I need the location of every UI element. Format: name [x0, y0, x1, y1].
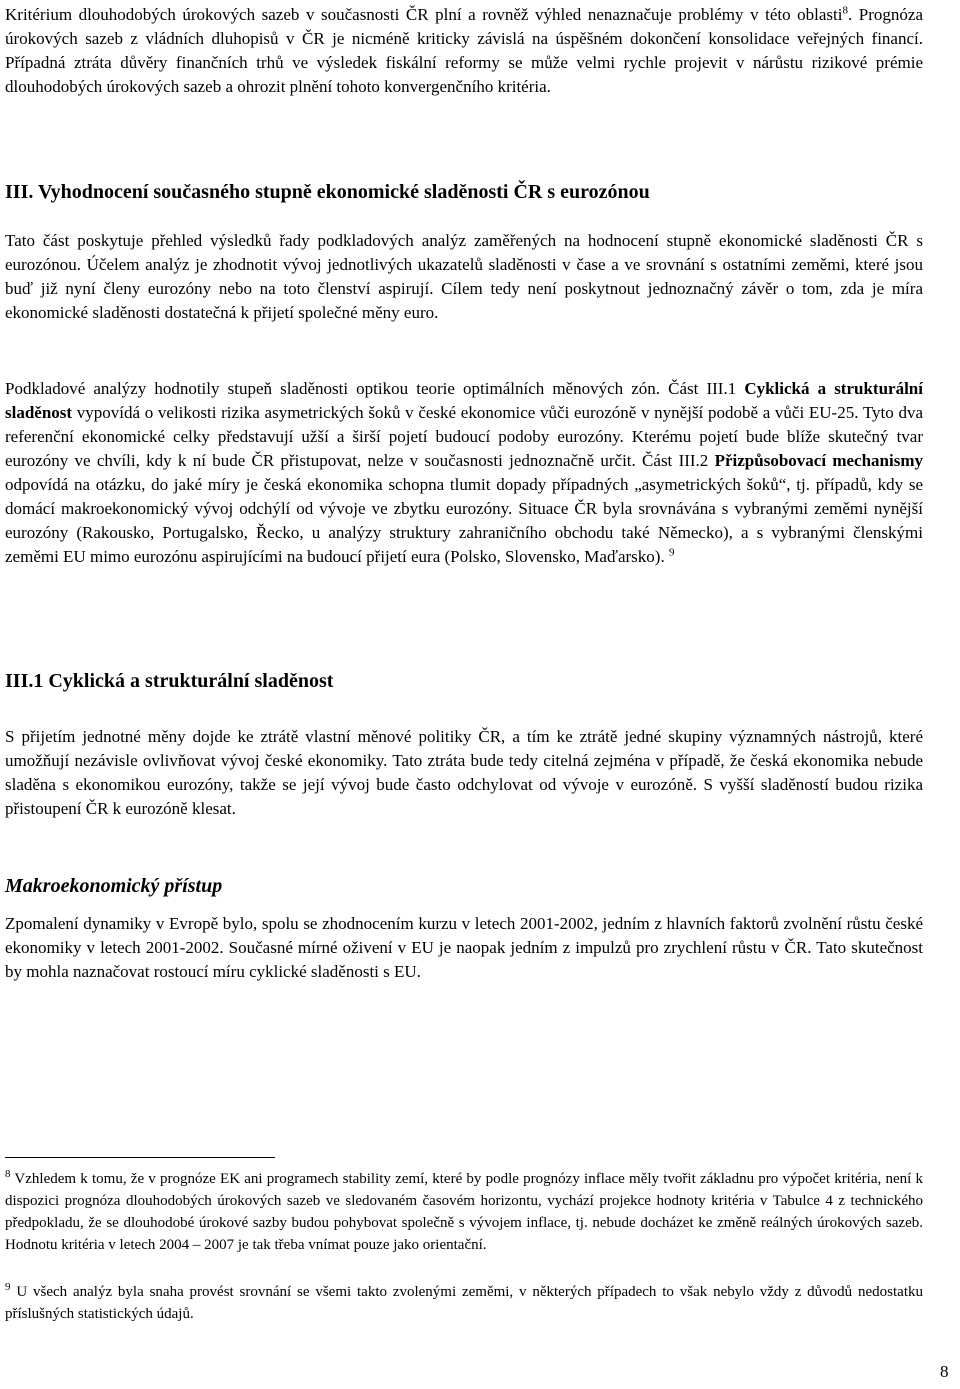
footnote-9-number: 9	[5, 1281, 11, 1293]
footnote-8-number: 8	[5, 1168, 11, 1180]
footnote-8	[5, 1168, 923, 1256]
p2-bold-mechanisms: Přizpůsobovací mechanismy	[714, 451, 923, 470]
section-heading-iii: III. Vyhodnocení současného stupně ekonomické sladěnosti ČR s eurozónou	[5, 181, 650, 203]
footnote-ref-9[interactable]: 9	[668, 546, 675, 559]
footnote-8-text: Vzhledem k tomu, že v prognóze EK ani programech stability zemí, které by podle prognózy inflace měly tvořit základnu pro výpočet kritéria, není k dispozici prognóza dlouhodobých úrokových sazeb ve sledovaném časovém horizontu, vychází projekce hodnoty kritéria v Tabulce 4 z technického předpokladu, že se dlouhodobé úrokové sazby budou pohybovat společně s vývojem inflace, tj. nebude docházet ke změně reálných úrokových sazeb. Hodnotu kritéria v letech 2004 – 2007 je tak třeba vnímat pouze jako orientační.	[5, 1171, 923, 1253]
footnote-9	[5, 1281, 923, 1325]
footnote-separator	[5, 1157, 275, 1158]
macro-paragraph: Zpomalení dynamiky v Evropě bylo, spolu se zhodnocením kurzu v letech 2001-2002, jedním z hlavních faktorů zvolnění růstu české ekonomiky v letech 2001-2002. Současné mírné oživení v EU je naopak jedním z impulzů pro zrychlení růstu v ČR. Tato skutečnost by mohla naznačovat rostoucí míru cyklické sladěnosti s EU.	[5, 914, 923, 981]
subsection-heading-macro: Makroekonomický přístup	[5, 875, 223, 897]
p2-text-a: Podkladové analýzy hodnotily stupeň sladěnosti optikou teorie optimálních měnových zón. Část III.1	[5, 379, 745, 398]
section-heading-iii-1: III.1 Cyklická a strukturální sladěnost	[5, 670, 334, 692]
p2-text-c: odpovídá na otázku, do jaké míry je česká ekonomika schopna tlumit dopady případných „asymetrických šoků“, tj. případů, kdy se domácí makroekonomický vývoj odchýlí od vývoje ve zbytku eurozóny. Situace ČR byla srovnávána s vybranými zeměmi nynější eurozóny (Rakousko, Portugalsko, Řecko, u analýzy struktury zahraničního obchodu také Německo), a s vybranými členskými zeměmi EU mimo eurozónu aspirujícími na budoucí přijetí eura (Polsko, Slovensko, Maďarsko).	[5, 475, 923, 566]
footnote-ref-8[interactable]: 8	[842, 4, 848, 17]
p2-text-b: vypovídá o velikosti rizika asymetrických šoků v české ekonomice vůči eurozóně v nynější podobě a vůči EU-25. Tyto dva referenční ekonomické celky představují užší a širší pojetí budoucí podoby eurozóny. Kterému pojetí bude blíže skutečný tvar eurozóny ve chvíli, kdy k ní bude ČR přistupovat, nelze v současnosti jednoznačně určit. Část III.2	[5, 403, 923, 470]
section-iii-1-paragraph: S přijetím jednotné měny dojde ke ztrátě vlastní měnové politiky ČR, a tím ke ztrátě jedné skupiny významných nástrojů, které umožňují nezávisle ovlivňovat vývoj české ekonomiky. Tato ztráta bude tedy citelná zejména v případě, že česká ekonomika nebude sladěna s ekonomikou eurozóny, takže se její vývoj bude často odchylovat od vývoje v eurozóně. S vyšší sladěností budou rizika přistoupení ČR k eurozóně klesat.	[5, 727, 923, 818]
section-iii-paragraph-2	[5, 377, 923, 569]
intro-paragraph	[5, 3, 923, 99]
page-number: 8	[940, 1362, 949, 1381]
intro-text-2: . Prognóza úrokových sazeb z vládních dluhopisů v ČR je nicméně kriticky závislá na úspěšném dokončení konsolidace veřejných financí. Případná ztráta důvěry finančních trhů ve výsledek fiskální reformy se může velmi rychle projevit v nárůstu rizikové prémie dlouhodobých úrokových sazeb a ohrozit plnění tohoto konvergenčního kritéria.	[5, 5, 923, 96]
footnote-9-text: U všech analýz byla snaha provést srovnání se všemi takto zvolenými zeměmi, v některých případech to však nebylo vždy z důvodů nedostatku příslušných statistických údajů.	[5, 1284, 923, 1322]
section-iii-paragraph-1: Tato část poskytuje přehled výsledků řady podkladových analýz zaměřených na hodnocení stupně ekonomické sladěnosti ČR s eurozónou. Účelem analýz je zhodnotit vývoj jednotlivých ukazatelů sladěnosti v čase a ve srovnání s ostatními zeměmi, které jsou buď již nyní členy eurozóny nebo na toto členství aspirují. Cílem tedy není poskytnout jednoznačný závěr o tom, zda je míra ekonomické sladěnosti dostatečná k přijetí společné měny euro.	[5, 231, 923, 322]
p2-bold-cyclic: Cyklická a strukturální sladěnost	[5, 379, 923, 422]
intro-text-1: Kritérium dlouhodobých úrokových sazeb v současnosti ČR plní a rovněž výhled nenaznačuje problémy v této oblasti	[5, 5, 843, 24]
